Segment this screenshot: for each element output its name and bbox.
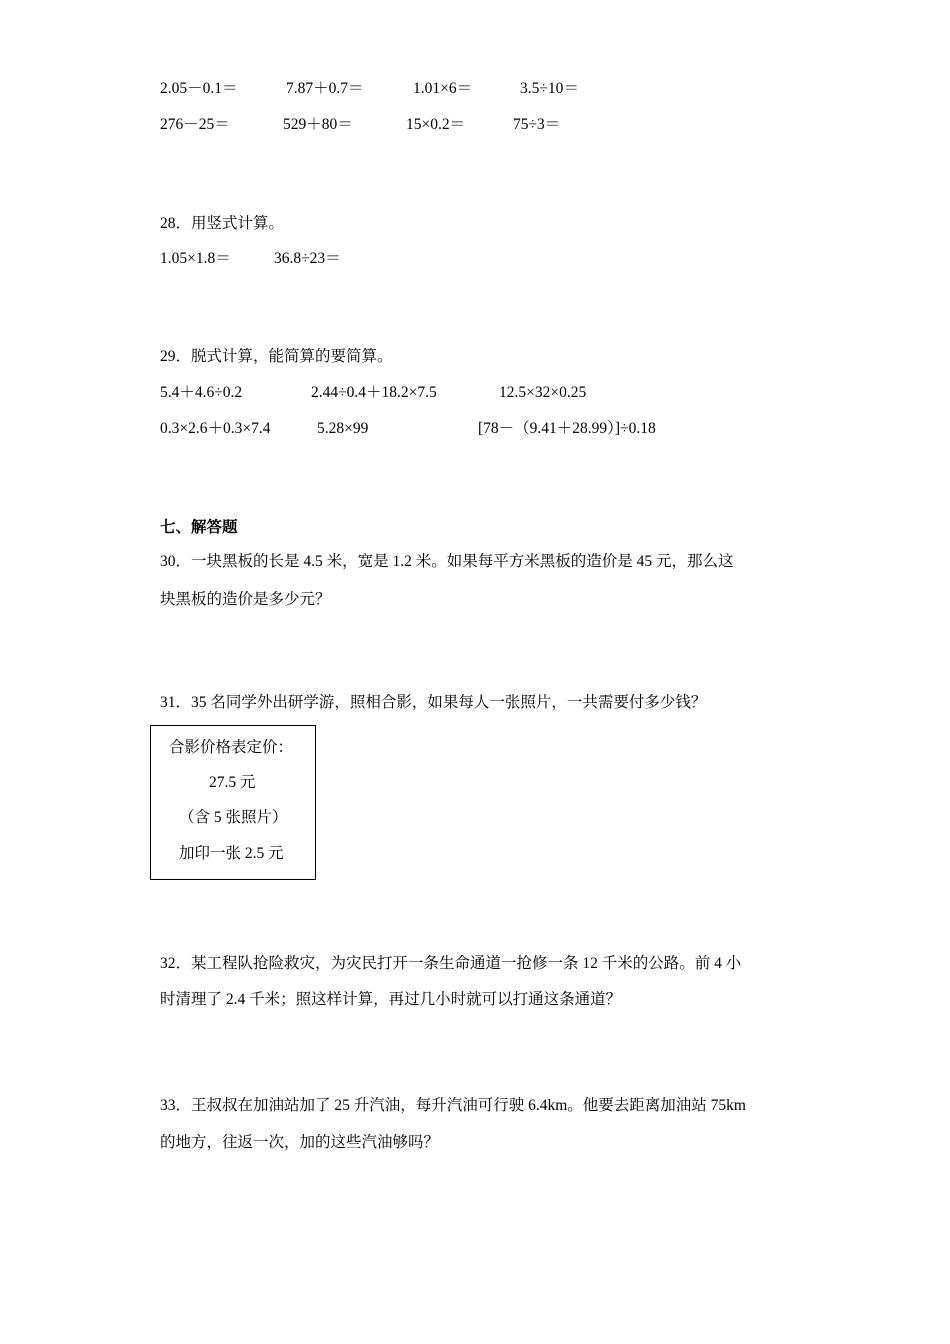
oral-calc-item: 3.5÷10＝	[520, 80, 579, 97]
q29-item: 2.44÷0.4＋18.2×7.5	[311, 384, 437, 401]
q29-item: 5.4＋4.6÷0.2	[160, 384, 243, 401]
price-box-price: 27.5 元	[209, 774, 256, 791]
q29-item: 0.3×2.6＋0.3×7.4	[160, 420, 271, 437]
price-box-extra: 加印一张 2.5 元	[179, 845, 284, 862]
oral-calc-item: 15×0.2＝	[406, 116, 466, 133]
q28-item: 1.05×1.8＝	[160, 250, 231, 267]
oral-calc-item: 529＋80＝	[283, 116, 353, 133]
q28-item: 36.8÷23＝	[274, 250, 341, 267]
q33-line-1: 33．王叔叔在加油站加了 25 升汽油，每升汽油可行驶 6.4km。他要去距离加油站 75km	[160, 1097, 746, 1114]
oral-calc-item: 7.87＋0.7＝	[286, 80, 364, 97]
q31-line-1: 31．35 名同学外出研学游，照相合影，如果每人一张照片，一共需要付多少钱？	[160, 694, 707, 711]
section-heading: 七、解答题	[160, 519, 238, 536]
q29-item: [78－（9.41＋28.99）]÷0.18	[478, 420, 656, 437]
oral-calc-item: 1.01×6＝	[413, 80, 473, 97]
q32-line-1: 32．某工程队抢险救灾，为灾民打开一条生命通道一抢修一条 12 千米的公路。前 4 小	[160, 955, 742, 972]
price-box-title: 合影价格表定价：	[169, 739, 294, 756]
q29-title: 29．脱式计算，能简算的要简算。	[160, 348, 393, 365]
q33-line-2: 的地方，往返一次，加的这些汽油够吗？	[160, 1134, 440, 1151]
q30-line-1: 30．一块黑板的长是 4.5 米，宽是 1.2 米。如果每平方米黑板的造价是 45 元，那么这	[160, 553, 734, 570]
q32-line-2: 时清理了 2.4 千米；照这样计算，再过几小时就可以打通这条通道？	[160, 991, 622, 1008]
price-table-box	[150, 725, 316, 880]
q30-line-2: 块黑板的造价是多少元？	[160, 591, 331, 608]
q28-title: 28．用竖式计算。	[160, 215, 285, 232]
oral-calc-item: 276－25＝	[160, 116, 230, 133]
price-box-note: （含 5 张照片）	[179, 809, 288, 826]
oral-calc-item: 2.05－0.1＝	[160, 80, 238, 97]
q29-item: 12.5×32×0.25	[499, 384, 587, 401]
oral-calc-item: 75÷3＝	[513, 116, 561, 133]
q29-item: 5.28×99	[317, 420, 369, 437]
